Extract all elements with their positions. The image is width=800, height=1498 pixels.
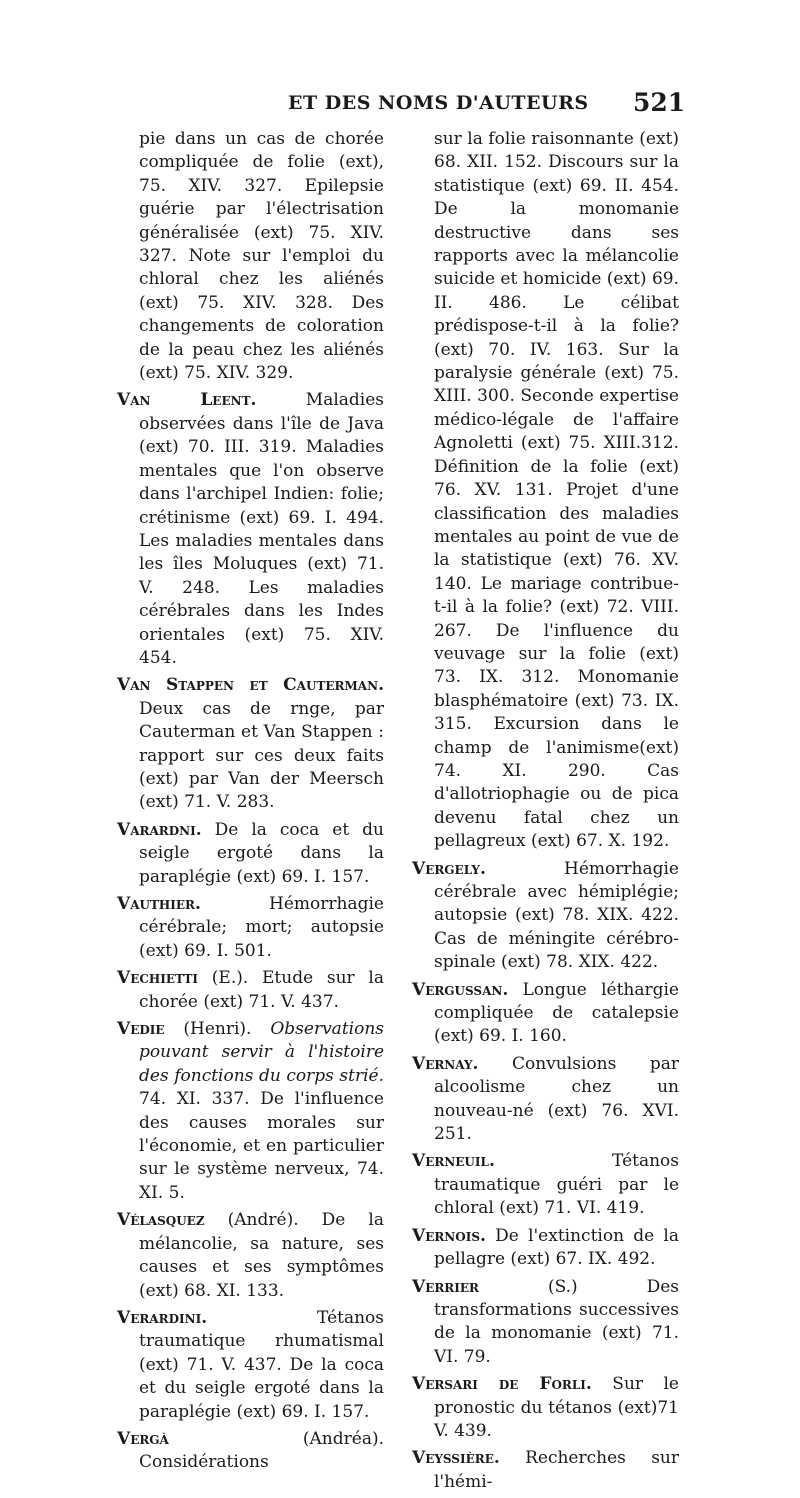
index-entry [412, 1053, 679, 1147]
author-name: Vedie [117, 1019, 165, 1040]
index-entry [412, 1373, 679, 1443]
index-entry [117, 1209, 384, 1303]
index-entry-continuation [412, 128, 679, 854]
author-name: Vechietti [117, 968, 199, 989]
entry-text: Hémorrhagie cérébrale avec hémiplégie; autopsie (ext) 78. XIX. 422. Cas de méningite cérébro-spinale (ext) 78. XIX. 422. [434, 858, 679, 973]
index-entry [412, 1276, 679, 1370]
author-name: Varardni. [117, 819, 202, 840]
entry-text: (Andréa). Considérations [139, 1428, 384, 1473]
author-name: Vélasquez [117, 1210, 205, 1231]
entry-text: pie dans un cas de chorée compliquée de folie (ext), 75. XIV. 327. Epilepsie guérie par l'électrisation généralisée (ext) 75. XIV. 327. Note sur l'emploi du chloral chez les aliénés (ext) 75. XIV. 328. Des changements de coloration de la peau chez les aliénés (ext) 75. XIV. 329. [139, 129, 384, 384]
page-header [0, 88, 800, 122]
index-entry [412, 979, 679, 1049]
entry-text: (S.) Des transformations successives de la monomanie (ext) 71. VI. 79. [434, 1276, 679, 1367]
author-name: Vauthier. [117, 894, 201, 914]
entry-text: De l'extinction de la pellagre (ext) 67. IX. 492. [434, 1225, 679, 1270]
entry-text: Sur le pronostic du tétanos (ext)71 V. 439. [434, 1374, 679, 1441]
index-entry [412, 1225, 679, 1272]
index-entry [412, 1447, 679, 1494]
author-name: Verneuil. [412, 1151, 495, 1172]
index-entry [412, 858, 679, 975]
entry-text: (André). De la mélancolie, sa nature, ses causes et ses symptômes (ext) 68. XI. 133. [139, 1210, 384, 1301]
author-name: Van Stappen et Cauterman. [117, 675, 384, 696]
entry-text: (Henri). [164, 1019, 271, 1040]
author-name: Verrier [412, 1276, 480, 1297]
work-title: Observations pouvant servir à l'histoire des fonctions du corps strié. [139, 1019, 384, 1086]
entry-text: Tétanos traumatique guéri par le chloral (ext) 71. VI. 419. [434, 1151, 679, 1219]
index-entry [117, 389, 384, 670]
entry-text: Hémorrhagie cérébrale; mort; autopsie (ext) 69. I. 501. [139, 894, 384, 961]
index-entry [117, 893, 384, 963]
entry-text: Longue léthargie compliquée de catalepsie (ext) 69. I. 160. [434, 979, 679, 1047]
author-name: Versari de Forli. [412, 1374, 592, 1395]
index-entry [117, 967, 384, 1014]
left-column [117, 128, 384, 1479]
entry-text: Maladies observées dans l'île de Java (ext) 70. III. 319. Maladies mentales que l'on observe dans l'archipel Indien: folie; crétinisme (ext) 69. I. 494. Les maladies mentales dans les îles Moluques (ext) 71. V. 248. Les maladies cérébrales dans les Indes orientales (ext) 75. XIV. 454. [139, 390, 385, 668]
index-entry-continuation [117, 128, 384, 385]
author-name: Verardini. [117, 1307, 208, 1328]
entry-text: sur la folie raisonnante (ext) 68. XII. 152. Discours sur la statistique (ext) 69. II. 454. De la monomanie destructive dans ses rapports avec la mélancolie suicide et homicide (ext) 69. II. 486. Le célibat prédispose-t-il à la folie? (ext) 70. IV. 163. Sur la paralysie générale (ext) 75. XIII. 300. Seconde expertise médico-légale de l'affaire Agnoletti (ext) 75. XIII.312. Définition de la folie (ext) 76. XV. 131. Projet d'une classification des maladies mentales au point de vue de la statistique (ext) 76. XV. 140. Le mariage contribue-t-il à la folie? (ext) 72. VIII. 267. De l'influence du veuvage sur la folie (ext) 73. IX. 312. Monomanie blasphématoire (ext) 73. IX. 315. Excursion dans le champ de l'animisme(ext) 74. XI. 290. Cas d'allotriophagie ou de pica devenu fatal chez un pellagreux (ext) 67. X. 192. [434, 129, 679, 852]
page-number: 521 [633, 88, 686, 117]
entry-text: Deux cas de rnge, par Cauterman et Van Stappen : rapport sur ces deux faits (ext) par Van der Meersch (ext) 71. V. 283. [139, 698, 384, 813]
index-entry [117, 1018, 384, 1205]
index-entry [412, 1150, 679, 1220]
entry-text: Convulsions par alcoolisme chez un nouveau-né (ext) 76. XVI. 251. [434, 1053, 679, 1145]
author-name: Vergussan. [412, 979, 509, 1000]
author-name: Vergely. [412, 858, 486, 879]
index-entry [117, 1307, 384, 1424]
author-name: Veyssière. [412, 1448, 500, 1469]
entry-text: De la coca et du seigle ergoté dans la paraplégie (ext) 69. I. 157. [139, 819, 384, 887]
index-entry [117, 819, 384, 889]
index-entry [117, 1428, 384, 1475]
author-name: Vernois. [412, 1225, 486, 1246]
right-column [412, 128, 679, 1498]
author-name: Vergà [117, 1428, 169, 1449]
entry-text: (E.). Etude sur la chorée (ext) 71. V. 437. [139, 968, 384, 1012]
entry-text: 74. XI. 337. De l'influence des causes morales sur l'économie, et en particulier sur le système nerveux, 74. XI. 5. [139, 1089, 384, 1203]
entry-text: Recherches sur l'hémi- [434, 1448, 679, 1492]
author-name: Van Leent. [117, 390, 257, 411]
author-name: Vernay. [412, 1053, 479, 1074]
entry-text: Tétanos traumatique rhumatismal (ext) 71. V. 437. De la coca et du seigle ergoté dans la paraplégie (ext) 69. I. 157. [139, 1307, 384, 1422]
running-title: ET DES NOMS D'AUTEURS [288, 92, 589, 114]
index-entry [117, 674, 384, 814]
